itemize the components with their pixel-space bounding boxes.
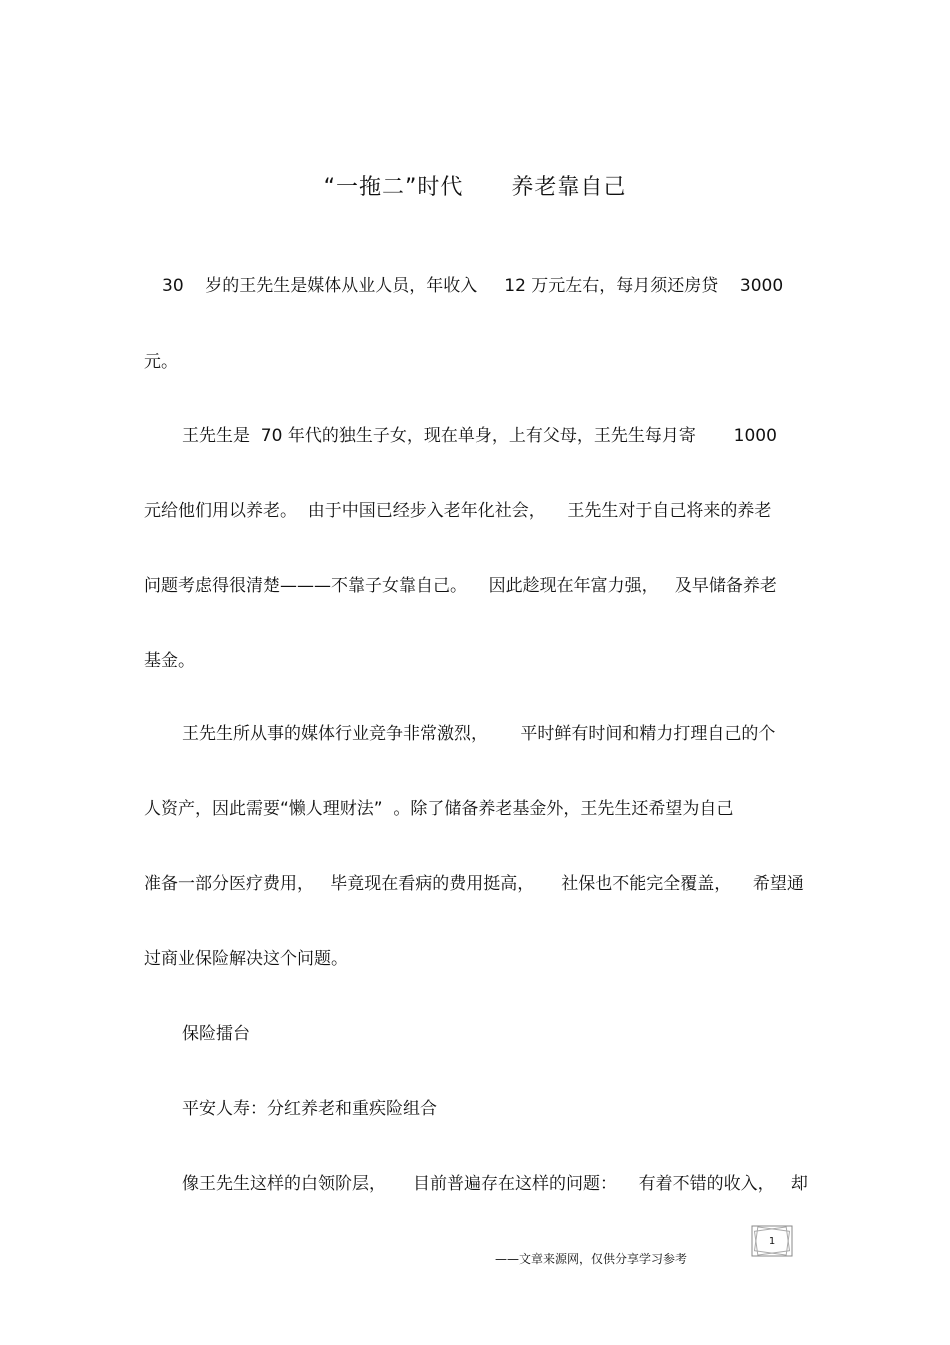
paragraph-line: 准备一部分医疗费用， 毕竟现在看病的费用挺高， 社保也不能完全覆盖， 希望通: [144, 874, 804, 894]
paragraph-line: 王先生是 70 年代的独生子女，现在单身，上有父母，王先生每月寄 1000: [182, 426, 777, 446]
paragraph-line: 问题考虑得很清楚———不靠子女靠自己。 因此趁现在年富力强， 及早储备养老: [144, 576, 777, 596]
paragraph-line: 过商业保险解决这个问题。: [144, 949, 348, 969]
source-footer: ——文章来源网，仅供分享学习参考: [495, 1252, 688, 1266]
document-title: “一拖二”时代 养老靠自己: [323, 175, 627, 200]
paragraph-line: 王先生所从事的媒体行业竞争非常激烈， 平时鲜有时间和精力打理自己的个: [182, 724, 776, 744]
page-number: 1: [768, 1236, 776, 1247]
paragraph-line: 30 岁的王先生是媒体从业人员，年收入 12 万元左右，每月须还房贷 3000: [162, 276, 784, 296]
paragraph-line: 元。: [144, 352, 178, 372]
section-heading: 保险擂台: [182, 1024, 250, 1044]
paragraph-line: 元给他们用以养老。 由于中国已经步入老年化社会， 王先生对于自己将来的养老: [144, 501, 772, 521]
paragraph-line: 基金。: [144, 651, 195, 671]
paragraph-line: 人资产，因此需要“懒人理财法” 。除了储备养老基金外，王先生还希望为自己: [144, 799, 734, 819]
subsection-heading: 平安人寿：分红养老和重疾险组合: [182, 1099, 437, 1119]
paragraph-line: 像王先生这样的白领阶层， 目前普遍存在这样的问题： 有着不错的收入， 却: [182, 1174, 808, 1194]
